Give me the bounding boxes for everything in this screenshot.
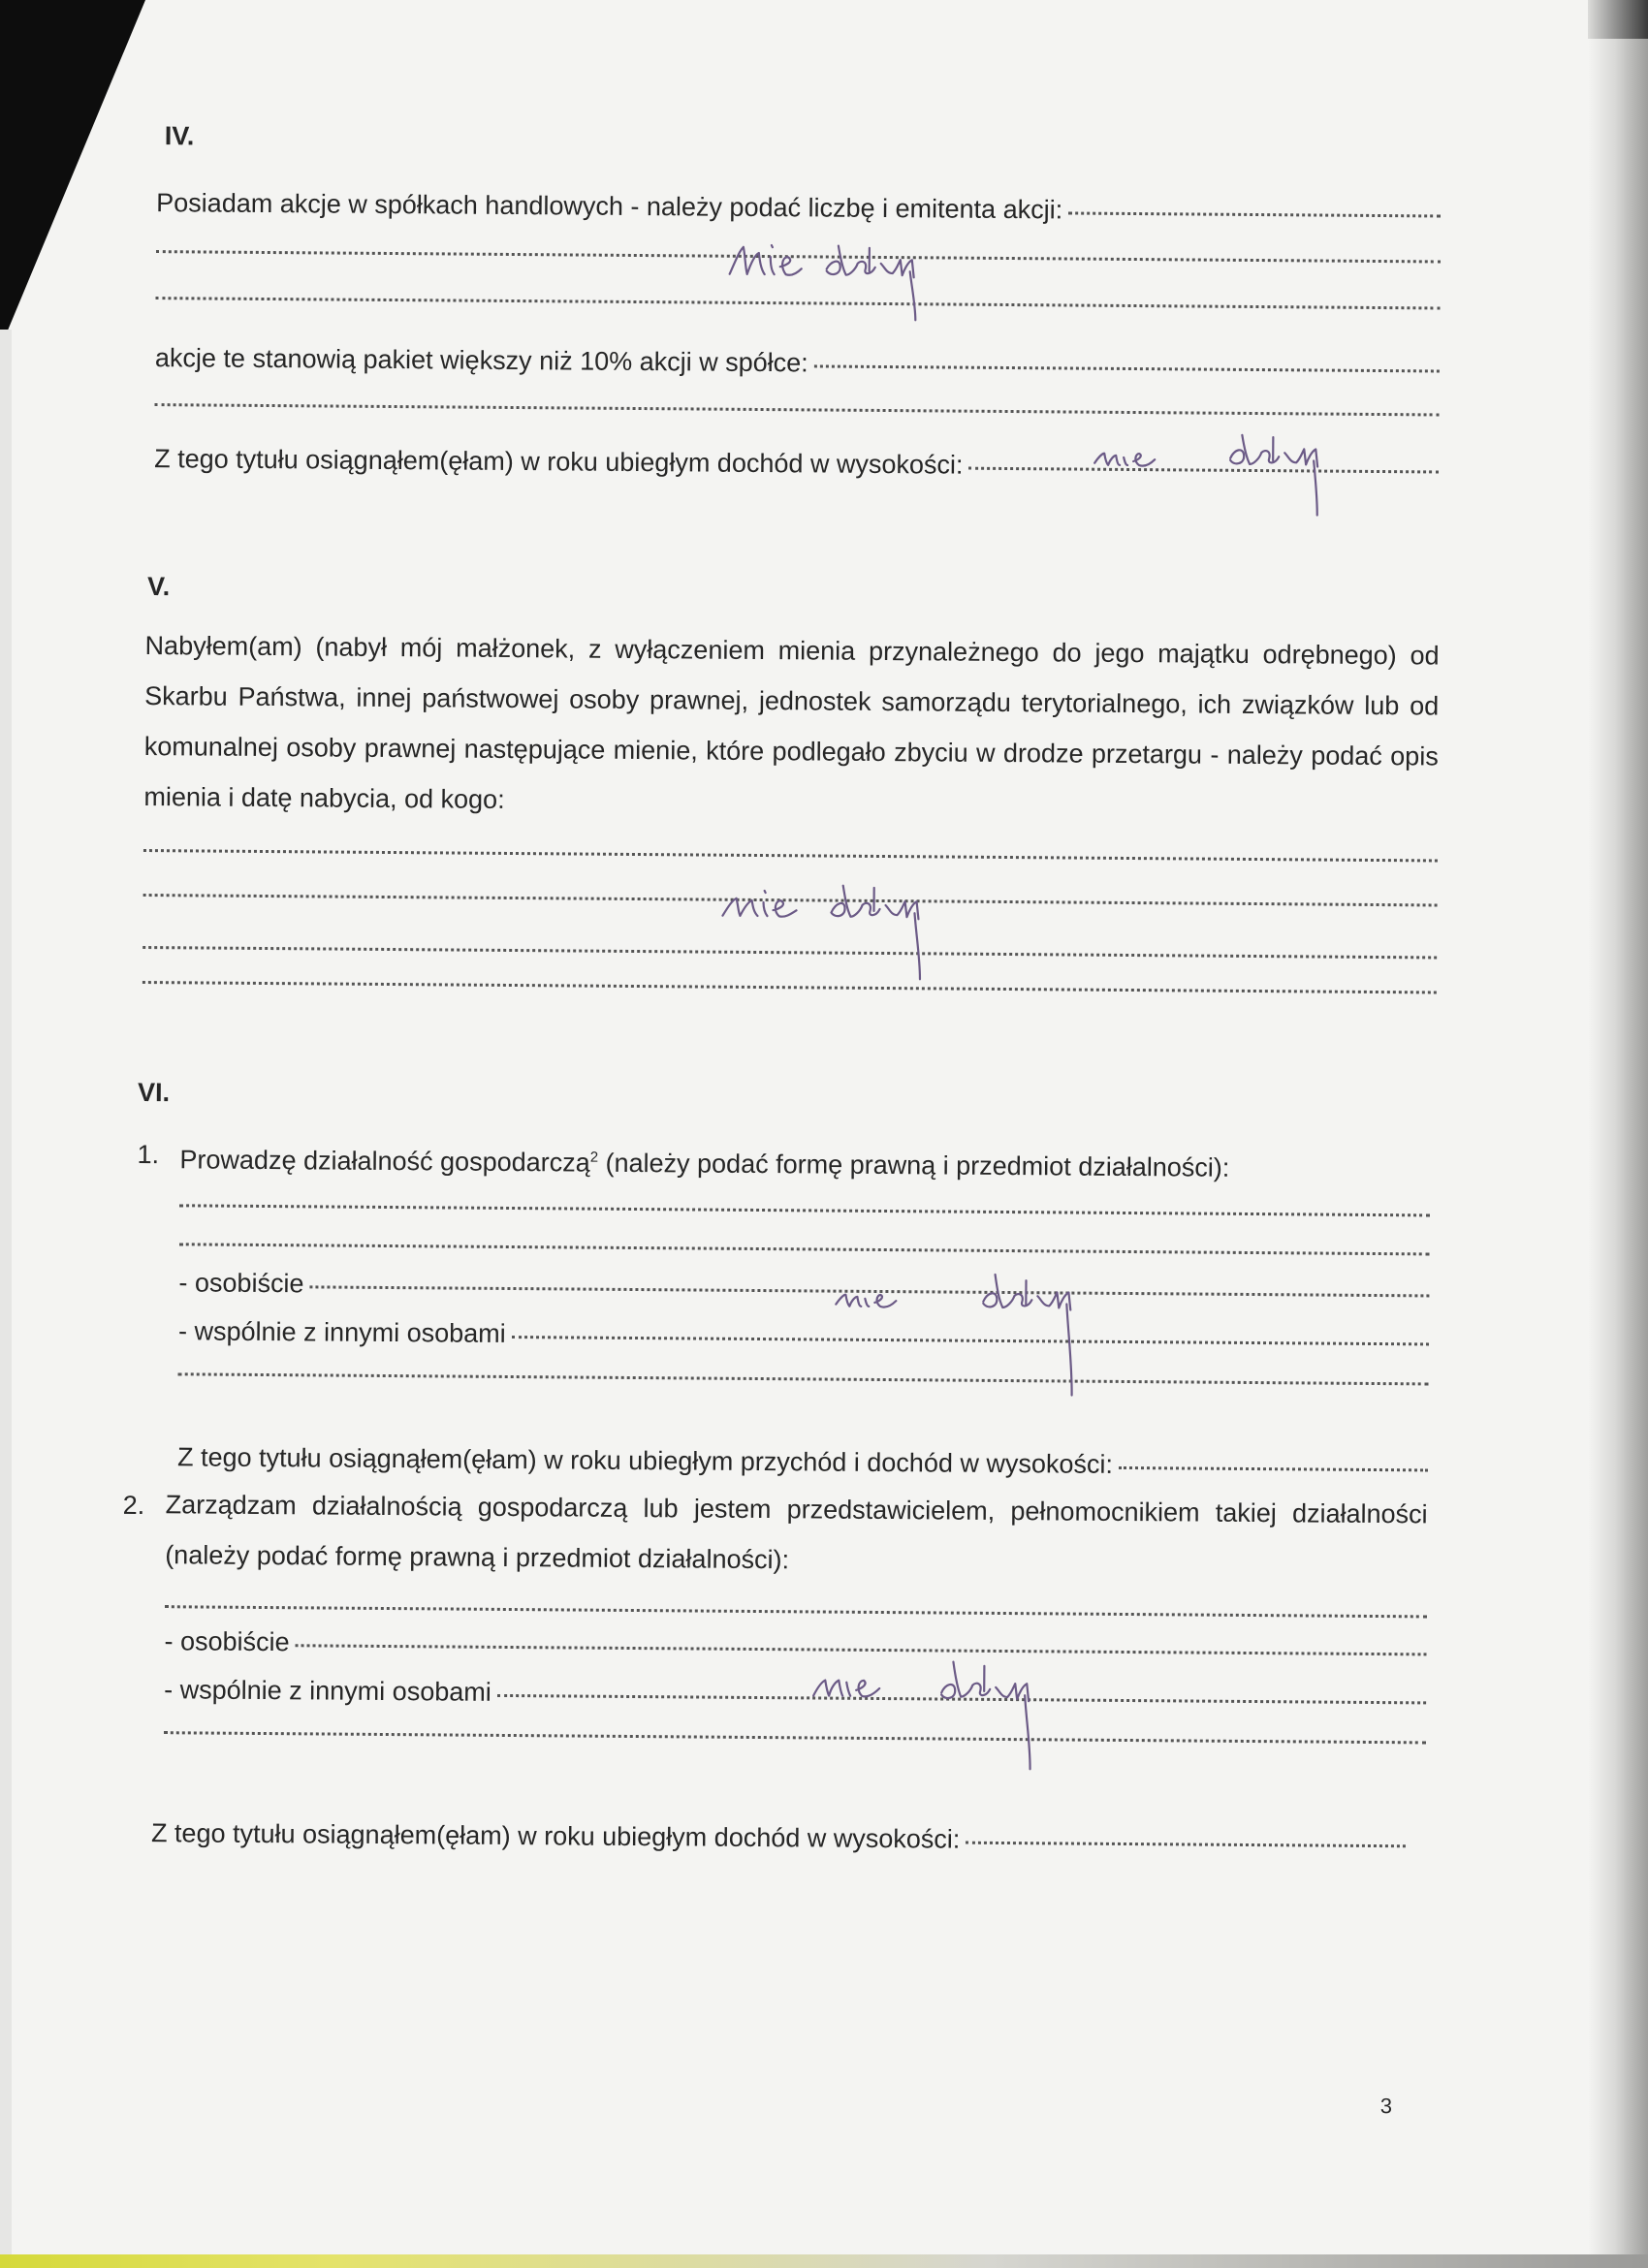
form-page: [122, 107, 1440, 2210]
item-2-personally-line: [164, 1624, 1426, 1667]
packet-label: akcje te stanowią pakiet większy niż 10% akcji w spółce:: [154, 343, 808, 378]
item-1-jointly-label: - wspólnie z innymi osobami: [177, 1316, 506, 1348]
item-2-text: Zarządzam działalnością gospodarczą lub jestem przedstawicielem, pełnomocnikiem takiej działalności (należy podać formę prawną i przedmiot działalności):: [165, 1490, 1428, 1575]
item-2-number: 2.: [122, 1490, 145, 1521]
scan-shadow-top-left: [0, 0, 145, 349]
shares-label: Posiadam akcje w spółkach handlowych - należy podać liczbę i emitenta akcji:: [156, 188, 1063, 225]
scan-shadow-right-top: [1588, 0, 1648, 39]
handwriting-vi-1: [833, 1266, 1125, 1413]
iv-income-label: Z tego tytułu osiągnąłem(ęłam) w roku ubiegłym dochód w wysokości:: [154, 444, 964, 480]
item-1-text: [179, 1138, 1229, 1184]
item-1-text-rest: (należy podać formę prawną i przedmiot działalności):: [597, 1148, 1230, 1182]
handwriting-iv-income: [1093, 425, 1384, 523]
item-2-income-line: [151, 1816, 1406, 1859]
item-1-personally-label: - osobiście: [178, 1268, 304, 1299]
section-v-heading: V.: [146, 572, 171, 602]
packet-fill-line-2[interactable]: [155, 403, 1440, 416]
item-2-personally-label: - osobiście: [164, 1626, 290, 1657]
item-2-jointly-label: - wspólnie z innymi osobami: [164, 1675, 491, 1707]
item-2-jointly-fill-line-2[interactable]: [164, 1731, 1426, 1744]
packet-line: [155, 341, 1440, 384]
item-2-jointly-line: [164, 1673, 1426, 1716]
scan-shadow-right: [1588, 0, 1648, 2268]
section-v-paragraph: Nabyłem(am) (nabył mój małżonek, z wyłączeniem mienia przynależnego do jego majątku odrębnego) od Skarbu Państwa, innej państwowej osoby prawnej, jednostek samorządu terytorialnego, ich związków lub od komunalnej osoby prawnej następujące mienie, które podlegało zbyciu w drodze przetargu - należy podać opis mienia i datę nabycia, od kogo:: [143, 631, 1440, 814]
item-1-text-main: Prowadzę działalność gospodarczą: [179, 1145, 590, 1178]
handwriting-vi-2: [810, 1643, 1102, 1780]
item-1-income-line: [177, 1440, 1428, 1483]
item-1-fill-line-2[interactable]: [179, 1243, 1430, 1255]
item-2-fill-line-1[interactable]: [165, 1605, 1427, 1618]
item-1-fill-line-1[interactable]: [179, 1204, 1430, 1216]
handwriting-v: [720, 858, 1031, 987]
section-iv-heading: IV.: [164, 121, 195, 151]
scan-shadow-left: [0, 330, 12, 2268]
item-1-jointly-fill-line-2[interactable]: [178, 1372, 1429, 1385]
item-1-line: [179, 1138, 1430, 1185]
section-vi-heading: VI.: [137, 1077, 171, 1108]
scan-shadow-bottom: [0, 2254, 1648, 2268]
item-1-income-label: Z tego tytułu osiągnąłem(ęłam) w roku ubiegłym przychód i dochód w wysokości:: [176, 1442, 1114, 1479]
item-1-number: 1.: [137, 1139, 160, 1170]
item-1-personally-line: [178, 1266, 1429, 1308]
handwriting-iv-shares: [725, 218, 959, 327]
item-2-income-fill[interactable]: [966, 1842, 1406, 1848]
item-1-jointly-line: [178, 1314, 1429, 1357]
item-1-income-fill[interactable]: [1119, 1466, 1428, 1472]
footnote-2: 2: [589, 1149, 599, 1166]
packet-fill[interactable]: [814, 364, 1440, 372]
item-2-income-label: Z tego tytułu osiągnąłem(ęłam) w roku ubiegłym dochód w wysokości:: [150, 1818, 961, 1854]
page-number: 3: [1379, 2094, 1393, 2119]
shares-fill[interactable]: [1068, 211, 1441, 217]
